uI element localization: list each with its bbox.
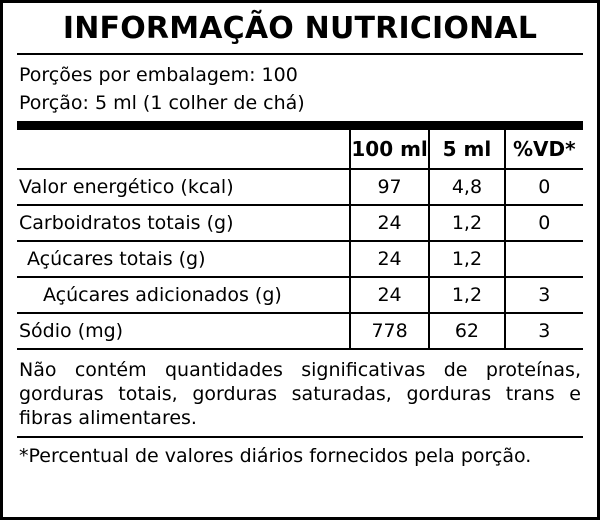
servings-block <box>17 55 583 121</box>
row-value-vd: 0 <box>505 169 583 205</box>
row-value-per-serving: 1,2 <box>429 205 504 241</box>
serving-size: Porção: 5 ml (1 colher de chá) <box>19 91 305 114</box>
column-header-per-serving: 5 ml <box>429 130 504 169</box>
column-header-per-100ml: 100 ml <box>350 130 429 169</box>
table-row <box>17 169 583 205</box>
row-value-per-serving: 62 <box>429 313 504 348</box>
page-title: INFORMAÇÃO NUTRICIONAL <box>62 11 538 46</box>
column-header-vd: %VD* <box>505 130 583 169</box>
table-row <box>17 241 583 277</box>
row-label: Açúcares totais (g) <box>17 241 350 277</box>
table-header-row <box>17 130 583 169</box>
row-value-per-100ml: 24 <box>350 241 429 277</box>
row-label: Sódio (mg) <box>17 313 350 348</box>
row-value-vd: 0 <box>505 205 583 241</box>
row-value-vd: 3 <box>505 313 583 348</box>
percent-daily-value-note: *Percentual de valores diários fornecidos pela porção. <box>19 445 532 468</box>
row-label: Carboidratos totais (g) <box>17 205 350 241</box>
footnote-text: Não contém quantidades significativas de proteínas, gorduras totais, gorduras saturadas, gorduras trans e fibras alimentares. <box>19 358 581 430</box>
row-value-per-100ml: 778 <box>350 313 429 348</box>
row-value-per-serving: 1,2 <box>429 241 504 277</box>
table-row <box>17 313 583 348</box>
row-value-per-serving: 1,2 <box>429 277 504 313</box>
table-row <box>17 205 583 241</box>
heavy-divider <box>17 121 583 130</box>
row-value-per-100ml: 97 <box>350 169 429 205</box>
row-label: Açúcares adicionados (g) <box>17 277 350 313</box>
column-header-name <box>17 130 350 169</box>
label-inner <box>17 9 583 469</box>
row-value-per-serving: 4,8 <box>429 169 504 205</box>
servings-per-package: Porções por embalagem: 100 <box>19 63 298 86</box>
row-value-vd: 3 <box>505 277 583 313</box>
row-label: Valor energético (kcal) <box>17 169 350 205</box>
nutrition-table <box>17 130 583 348</box>
row-value-vd <box>505 241 583 277</box>
row-value-per-100ml: 24 <box>350 205 429 241</box>
table-row <box>17 277 583 313</box>
row-value-per-100ml: 24 <box>350 277 429 313</box>
